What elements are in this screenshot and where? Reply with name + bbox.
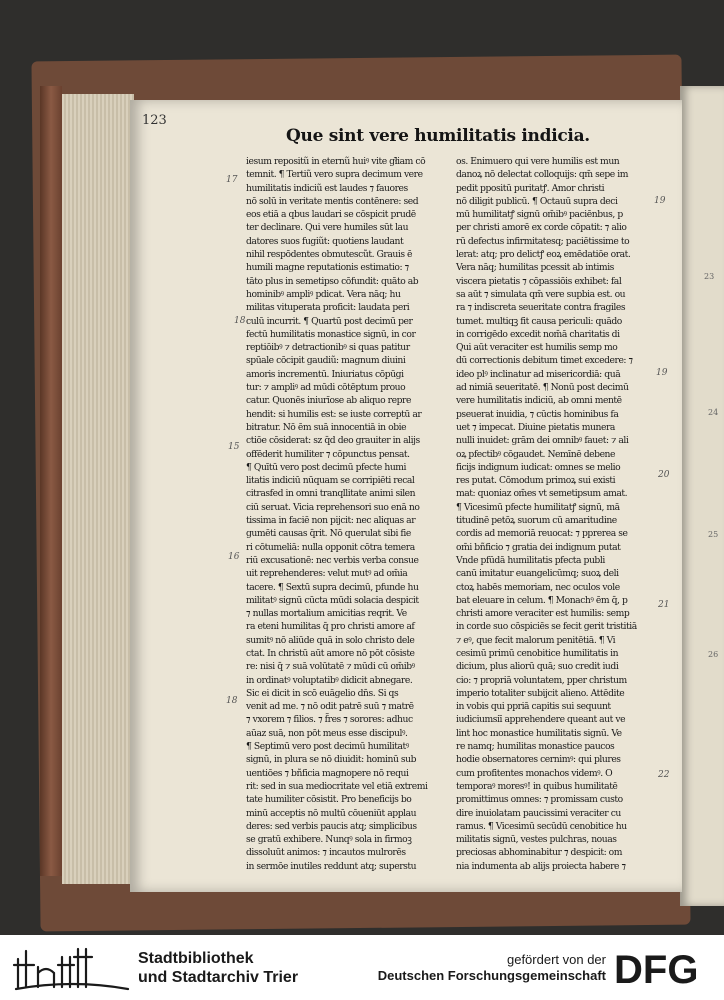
text-line: mat: quoniaz om̄es vt semetipsum amat. [456,488,628,500]
text-line: tur: ⁊ ampliꝰ ad mūdi cōtēptum prouo [246,382,406,394]
text-line: venit ad me. ⁊ nō odit patrē suū ⁊ matrē [246,701,414,713]
text-line: ri cōtumeliā: nulla opponit cōtra temera [246,541,415,553]
text-line: datores suos fugiũt: quotiens laudant [246,235,404,247]
text-line: nia indumenta ab alijs proiecta habere ⁊ [456,860,626,872]
text-line: uentiōes ⁊ bñficia magnopere nō requi [246,767,409,779]
text-line: cesimū primū cenobitice humilitatis in [456,647,619,659]
text-line: cum profitentes monachos videmꝰ. O [456,767,613,779]
text-line: iudiciumsiī apprehendere queant aut ve [456,714,626,726]
text-line: amoris incrementū. Iniuriatus cōpūgi [246,368,404,380]
text-line: Sic ei dicit in scō euāgelio dn̄s. Si qs [246,687,399,699]
funder-name: Deutschen Forschungsgemeinschaft [377,968,606,983]
library-logo-icon [12,943,132,993]
text-line: cio: ⁊ propriā voluntatem, pper christum [456,674,627,686]
text-line: lerat: atq; pro delictꝭ eoꝝ emēdatiōe orat. [456,249,631,261]
page-edges [62,94,134,884]
text-line: offēderit humiliter ⁊ cōpunctus pensat. [246,448,410,460]
funding-line2 [378,968,606,984]
text-line: catur. Quonēs iniurīose ab aliquo repre [246,395,411,407]
text-column-left [246,155,444,872]
text-line: tāto plus in semetipso cōfundit: quāto ab [246,275,419,287]
text-line: christi amore veraciter est humilis: semp [456,608,630,620]
text-line: re namq; humilitas monastice paucos [456,741,615,753]
text-line: rū defectus infirmitatesq; paciētissime to [456,235,630,247]
library-name [138,949,298,987]
text-line: ad nimiā seueritatē. ¶ Nonū post decimū [456,382,629,394]
margin-note: 16 [228,552,240,562]
text-line: oꝝ pfectibꝰ cōgaudet. Nemīnē debene [456,448,616,460]
text-line: ra ⁊ indiscreta seueritate contra fragiles [456,302,626,314]
margin-note: 19 [654,196,666,206]
margin-note: 18 [226,696,238,706]
text-line: in sermōe inutiles reddunt atq; superstu [246,860,417,872]
text-line: Vera nāq; humilitas pcessit ab intimis [456,262,614,274]
text-line: temnit. ¶ Tertiũ vero supra decimum vere [246,169,423,181]
text-line: dire inuiolatam paucissimi veraciter cu [456,807,621,819]
text-line: os. Enimuero qui vere humilis est mun [456,156,620,167]
text-line: titudinē petōꝝ suorum cū amaritudine [456,515,617,527]
margin-note: 21 [658,600,670,610]
text-line: ⁊ nullas mortalium amicitias reqrit. Ve [246,608,407,620]
text-line: ctoꝝ habēs memoriam, nec oculos vole [456,581,620,593]
dfg-logo-icon [612,945,716,991]
text-line: minū acceptis nō multū cōueniūt applau [246,807,417,819]
text-line: tissima in faciē non pijcit: nec aliquas ar [246,515,416,527]
text-line: cordis ad memoriā reuocat: ⁊ pprerea se [456,528,628,540]
dfg-logo-text: DFG [614,948,699,992]
text-line: aūaz suā, non pōt meus esse discipulꝰ. [246,727,408,739]
margin-note: 20 [658,470,670,480]
text-line: bitratur. Nō ēm suā innocentiā in obie [246,421,407,433]
text-line: promittimus omnes: ⁊ promissam custo [456,794,623,806]
text-line: culū incurrit. ¶ Quartū post decimū per [246,315,413,327]
text-line: eos etiā a qbus laudari se cōspicit prudē [246,209,416,221]
text-line: hominibꝰ ampliꝰ pdicat. Vera nāq; hu [246,288,401,300]
text-line: Vnde pfūdā humilitatis pfecta publi [456,554,605,566]
text-line: nō solū in veritate mentis contēnere: sed [246,195,419,207]
margin-note: 18 [234,316,246,326]
text-line: sa aūt ⁊ simulata qm̄ vere supbia est. ou [456,288,626,300]
text-line: ciū seruat. Vicia reprehensori suo enā no [246,501,420,513]
text-line: humili magne reputationis estimatio: ⁊ [246,262,409,274]
text-line: dicium, plus aliorū quā; suo credit iudi [456,661,619,673]
text-line: ¶ Quītū vero post decimū pfecte humi [246,461,407,473]
book-spine-edge [40,86,62,876]
text-line: militatis signū, vestes pulchras, nouas [456,834,617,846]
facing-margin-note: 23 [704,272,715,281]
text-line: lint hoc monastice humilitatis signū. Ve [456,727,622,739]
text-line: fectū humilitatis monastice signū, in cor [246,328,416,340]
text-line: danoꝝ nō delectat colloquijs: qm̄ sepe im [456,169,628,181]
text-line: spūale cōcipit gaudiũ: magnum diuini [246,355,406,367]
text-line: re: nisi q̄ ⁊ suā volūtatē ⁊ mūdi cū om̄ibꝰ [246,661,415,673]
text-line: humilitatis indiciũ est laudes ⁊ fauores [246,182,408,194]
text-line: pseuerat inuidia, ⁊ cūctis hominibus fa [456,408,619,420]
text-line: ramus. ¶ Vicesimū secūdū cenobitice hu [456,820,627,832]
margin-note: 22 [658,770,670,780]
facing-margin-note: 26 [708,650,719,659]
text-line: ¶ Septimū vero post decimū humilitatꝰ [246,741,409,753]
facing-margin-note: 25 [708,530,719,539]
text-line: riū excusationē: nec verbis verba consue [246,554,419,566]
text-line: tate humiliter cōsistit. Pro beneficijs bo [246,794,412,806]
text-line: gumēti causas q̄rit. Nō querulat sibi fie [246,528,411,540]
text-line: in corrigēdo excedit nom̄ā charitatis di [456,328,620,340]
text-line: dū correctionis debitum timet excedere: ⁊ [456,355,633,367]
text-line: deres: sed verbis paucis atq; simplicibus [246,820,417,832]
text-line: citrasfed in omni tranqllitate animi silen [246,488,416,500]
text-line: ⁊ vxorem ⁊ filios. ⁊ f̃res ⁊ sorores: adhuc [246,714,413,726]
library-name-line2: und Stadtarchiv Trier [138,969,299,986]
text-line: ctat. In christū aūt amore nō pōt cōsiste [246,647,415,659]
facing-page [680,86,724,906]
text-line: ter declinare. Qui vere humiles sūt lau [246,222,409,234]
text-line: Qui aūt veraciter est humilis semp mo [456,342,618,354]
text-line: in ordinatꝰ voluptatibꝰ didicit abnegare. [246,674,413,686]
margin-note: 17 [226,175,238,185]
text-line: nulli inuidet: grām dei omnibꝰ fauet: ⁊ ali [456,435,629,447]
text-line: preciosas abhominabitur ⁊ despicit: om [456,847,623,859]
text-line: dissoluūt animos: ⁊ incautos mulrorēs [246,847,406,859]
footer-bar [0,935,724,1000]
text-line: bat eleuare in celum. ¶ Monachꝰ ēm q̄, p [456,594,628,606]
text-line: reptiōibꝰ ⁊ detractionibꝰ si quas patitur [246,342,410,354]
text-line: militatꝰ signū cūcta mūdi solacia despicit [246,594,419,606]
funding-line1: gefördert von der [506,952,606,967]
text-line: ra eteni humilitas q̄ pro christi amore af [246,621,415,633]
text-line: militas vituperata proficit: laudata peri [246,302,410,314]
text-line: imperio totaliter subijcit alieno. Attēdite [456,687,625,699]
text-line: uit reprehenderes: velut mutꝰ ad om̄ia [246,568,408,580]
funding-note [378,952,606,984]
text-line: ¶ Vicesimū pfecte humilitatꝭ signū, mā [456,501,620,513]
text-line: hodie obsernatores cernimꝰ: qui plures [456,754,621,766]
text-line: se gratū exhibere. Nunqꝰ sola in firmoꝫ [246,834,412,846]
folio-number: 123 [142,113,167,128]
text-line: in corde suo cōspiciēs se fecit gerit tristitiā [456,621,637,633]
text-line: viscera pietatis ⁊ cōpassiōis exhibet: fal [456,275,622,287]
text-line: sumitꝰ nō aliūde quā in solo christo dele [246,634,415,646]
text-line: ficijs indignum iudicat: omnes se melio [456,461,621,473]
text-line: ctiōe cōsiderat: sz q̄d deo grauiter in alijs [246,435,420,447]
text-line: mū humilitatꝭ signū om̄ibꝰ paciēnbus, p [456,209,623,221]
text-line: nihil respōdentes obmutescũt. Grauis ē [246,249,413,261]
text-line: uet ⁊ impecat. Diuine pietatis munera [456,421,615,433]
text-line: tumet. multiqꝫ fit causa periculi: quādo [456,315,622,327]
text-line: per christi amorē ex corde cōpatit: ⁊ alio [456,222,627,234]
text-line: signū, in plura se nō diuidit: hominū sub [246,754,417,766]
text-line: hendit: si humilis est: se iuste correptū ar [246,408,422,420]
page-title: Que sint vere humilitatis indicia. [286,126,590,146]
text-line: iesum repositũ in eternũ huiꝰ vite gł̃iam cō [246,156,426,167]
text-line: pedit ppositū puritatꝭ. Amor christi [456,182,605,194]
text-line: in vobis qui ppriā capitis sui sequunt [456,701,611,713]
text-line: ideo plꝰ inclinatur ad misericordiā: quā [456,368,621,380]
text-line: canū imitatur euangelicūmq; suoꝝ deli [456,568,619,580]
text-line: temporaꝰ moresꝰ! in quibus humilitatē [456,780,618,792]
text-line: litatis indiciū nūquam se corripiēti recal [246,475,415,487]
text-line: res putat. Cōmodum primoꝝ sui existi [456,475,616,487]
text-line: ⁊ eꝰ, que fecit malorum penitētiā. ¶ Vi [456,634,616,646]
margin-note: 19 [656,368,668,378]
text-line: rit: sed in sua mediocritate vel etiā extremi [246,780,428,792]
library-name-line1: Stadtbibliothek [138,950,254,967]
text-line: nō diligit publicū. ¶ Octauū supra deci [456,195,618,207]
text-line: tacere. ¶ Sextū supra decimū, pfunde hu [246,581,419,593]
text-line: om̄i bñficio ⁊ gratia dei indignum putat [456,541,621,553]
facing-margin-note: 24 [708,408,719,417]
text-line: vere humilitatis indiciū, ab omni mentē [456,395,622,407]
text-column-right [456,155,654,872]
margin-note: 15 [228,442,240,452]
